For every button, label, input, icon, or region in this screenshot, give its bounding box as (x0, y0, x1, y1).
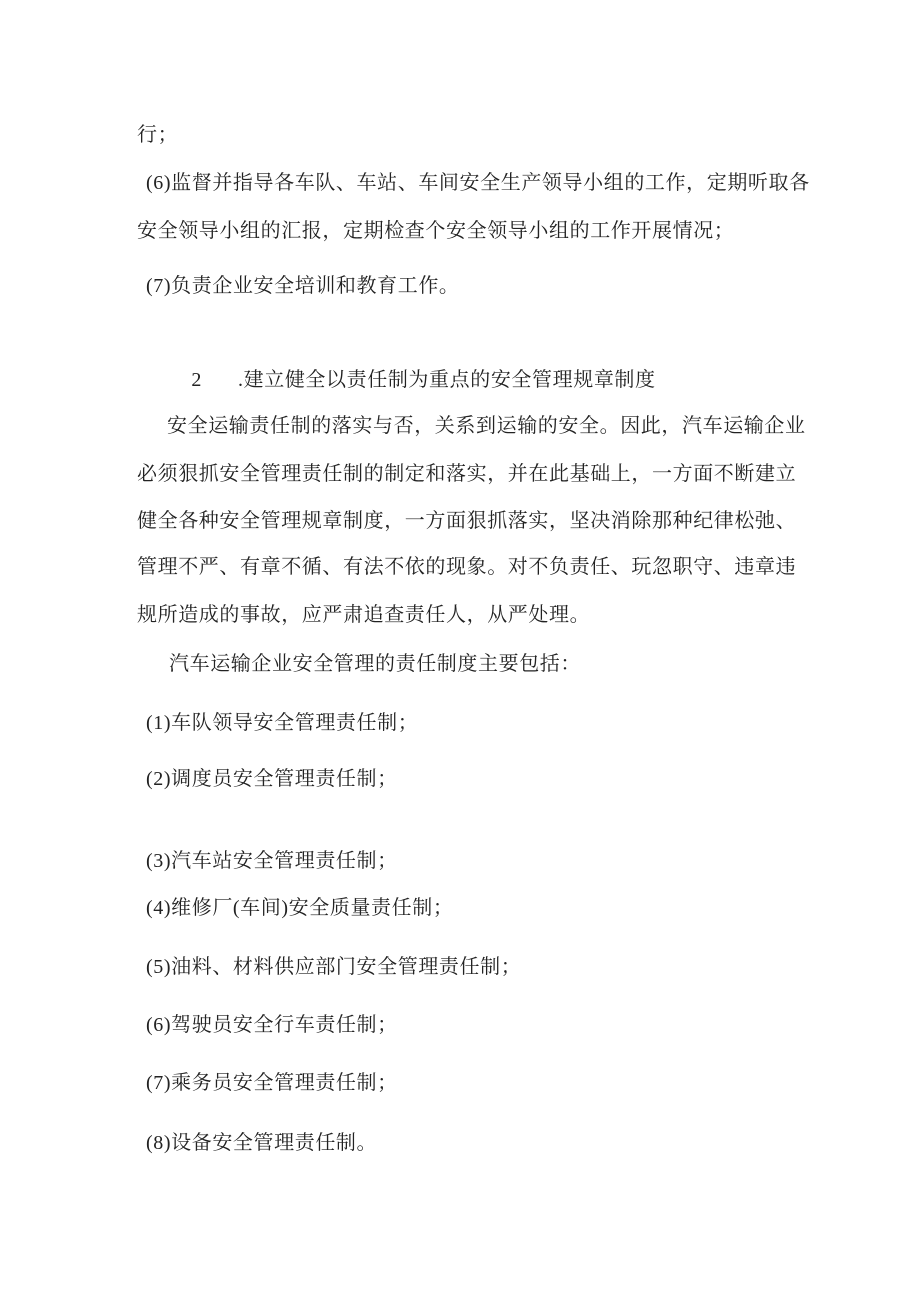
carryover-line: 行； (137, 124, 179, 146)
para-line-2: 必须狠抓安全管理责任制的制定和落实，并在此基础上，一方面不断建立 (137, 463, 797, 485)
resp-item-1: (1)车队领导安全管理责任制； (146, 712, 419, 734)
section-number: 2 (191, 369, 203, 391)
resp-item-4: (4)维修厂(车间)安全质量责任制； (146, 897, 454, 919)
section-title: .建立健全以责任制为重点的安全管理规章制度 (238, 369, 656, 391)
duty-item-6-line-2: 安全领导小组的汇报，定期检查个安全领导小组的工作开展情况； (137, 220, 735, 242)
resp-item-5: (5)油料、材料供应部门安全管理责任制； (146, 956, 522, 978)
resp-item-3: (3)汽车站安全管理责任制； (146, 850, 398, 872)
para-line-1: 安全运输责任制的落实与否，关系到运输的安全。因此，汽车运输企业 (167, 415, 806, 437)
duty-item-7: (7)负责企业安全培训和教育工作。 (146, 275, 460, 297)
resp-item-2: (2)调度员安全管理责任制； (146, 768, 398, 790)
duty-item-6-line-1: (6)监督并指导各车队、车站、车间安全生产领导小组的工作，定期听取各 (146, 172, 810, 194)
list-intro: 汽车运输企业安全管理的责任制度主要包括： (169, 653, 581, 675)
resp-item-8: (8)设备安全管理责任制。 (146, 1132, 378, 1154)
para-line-3: 健全各种安全管理规章制度，一方面狠抓落实，坚决消除那种纪律松弛、 (137, 510, 797, 532)
para-line-4: 管理不严、有章不循、有法不依的现象。对不负责任、玩忽职守、违章违 (137, 556, 797, 578)
resp-item-6: (6)驾驶员安全行车责任制； (146, 1014, 398, 1036)
resp-item-7: (7)乘务员安全管理责任制； (146, 1072, 398, 1094)
para-line-5: 规所造成的事故，应严肃追查责任人，从严处理。 (137, 604, 591, 626)
